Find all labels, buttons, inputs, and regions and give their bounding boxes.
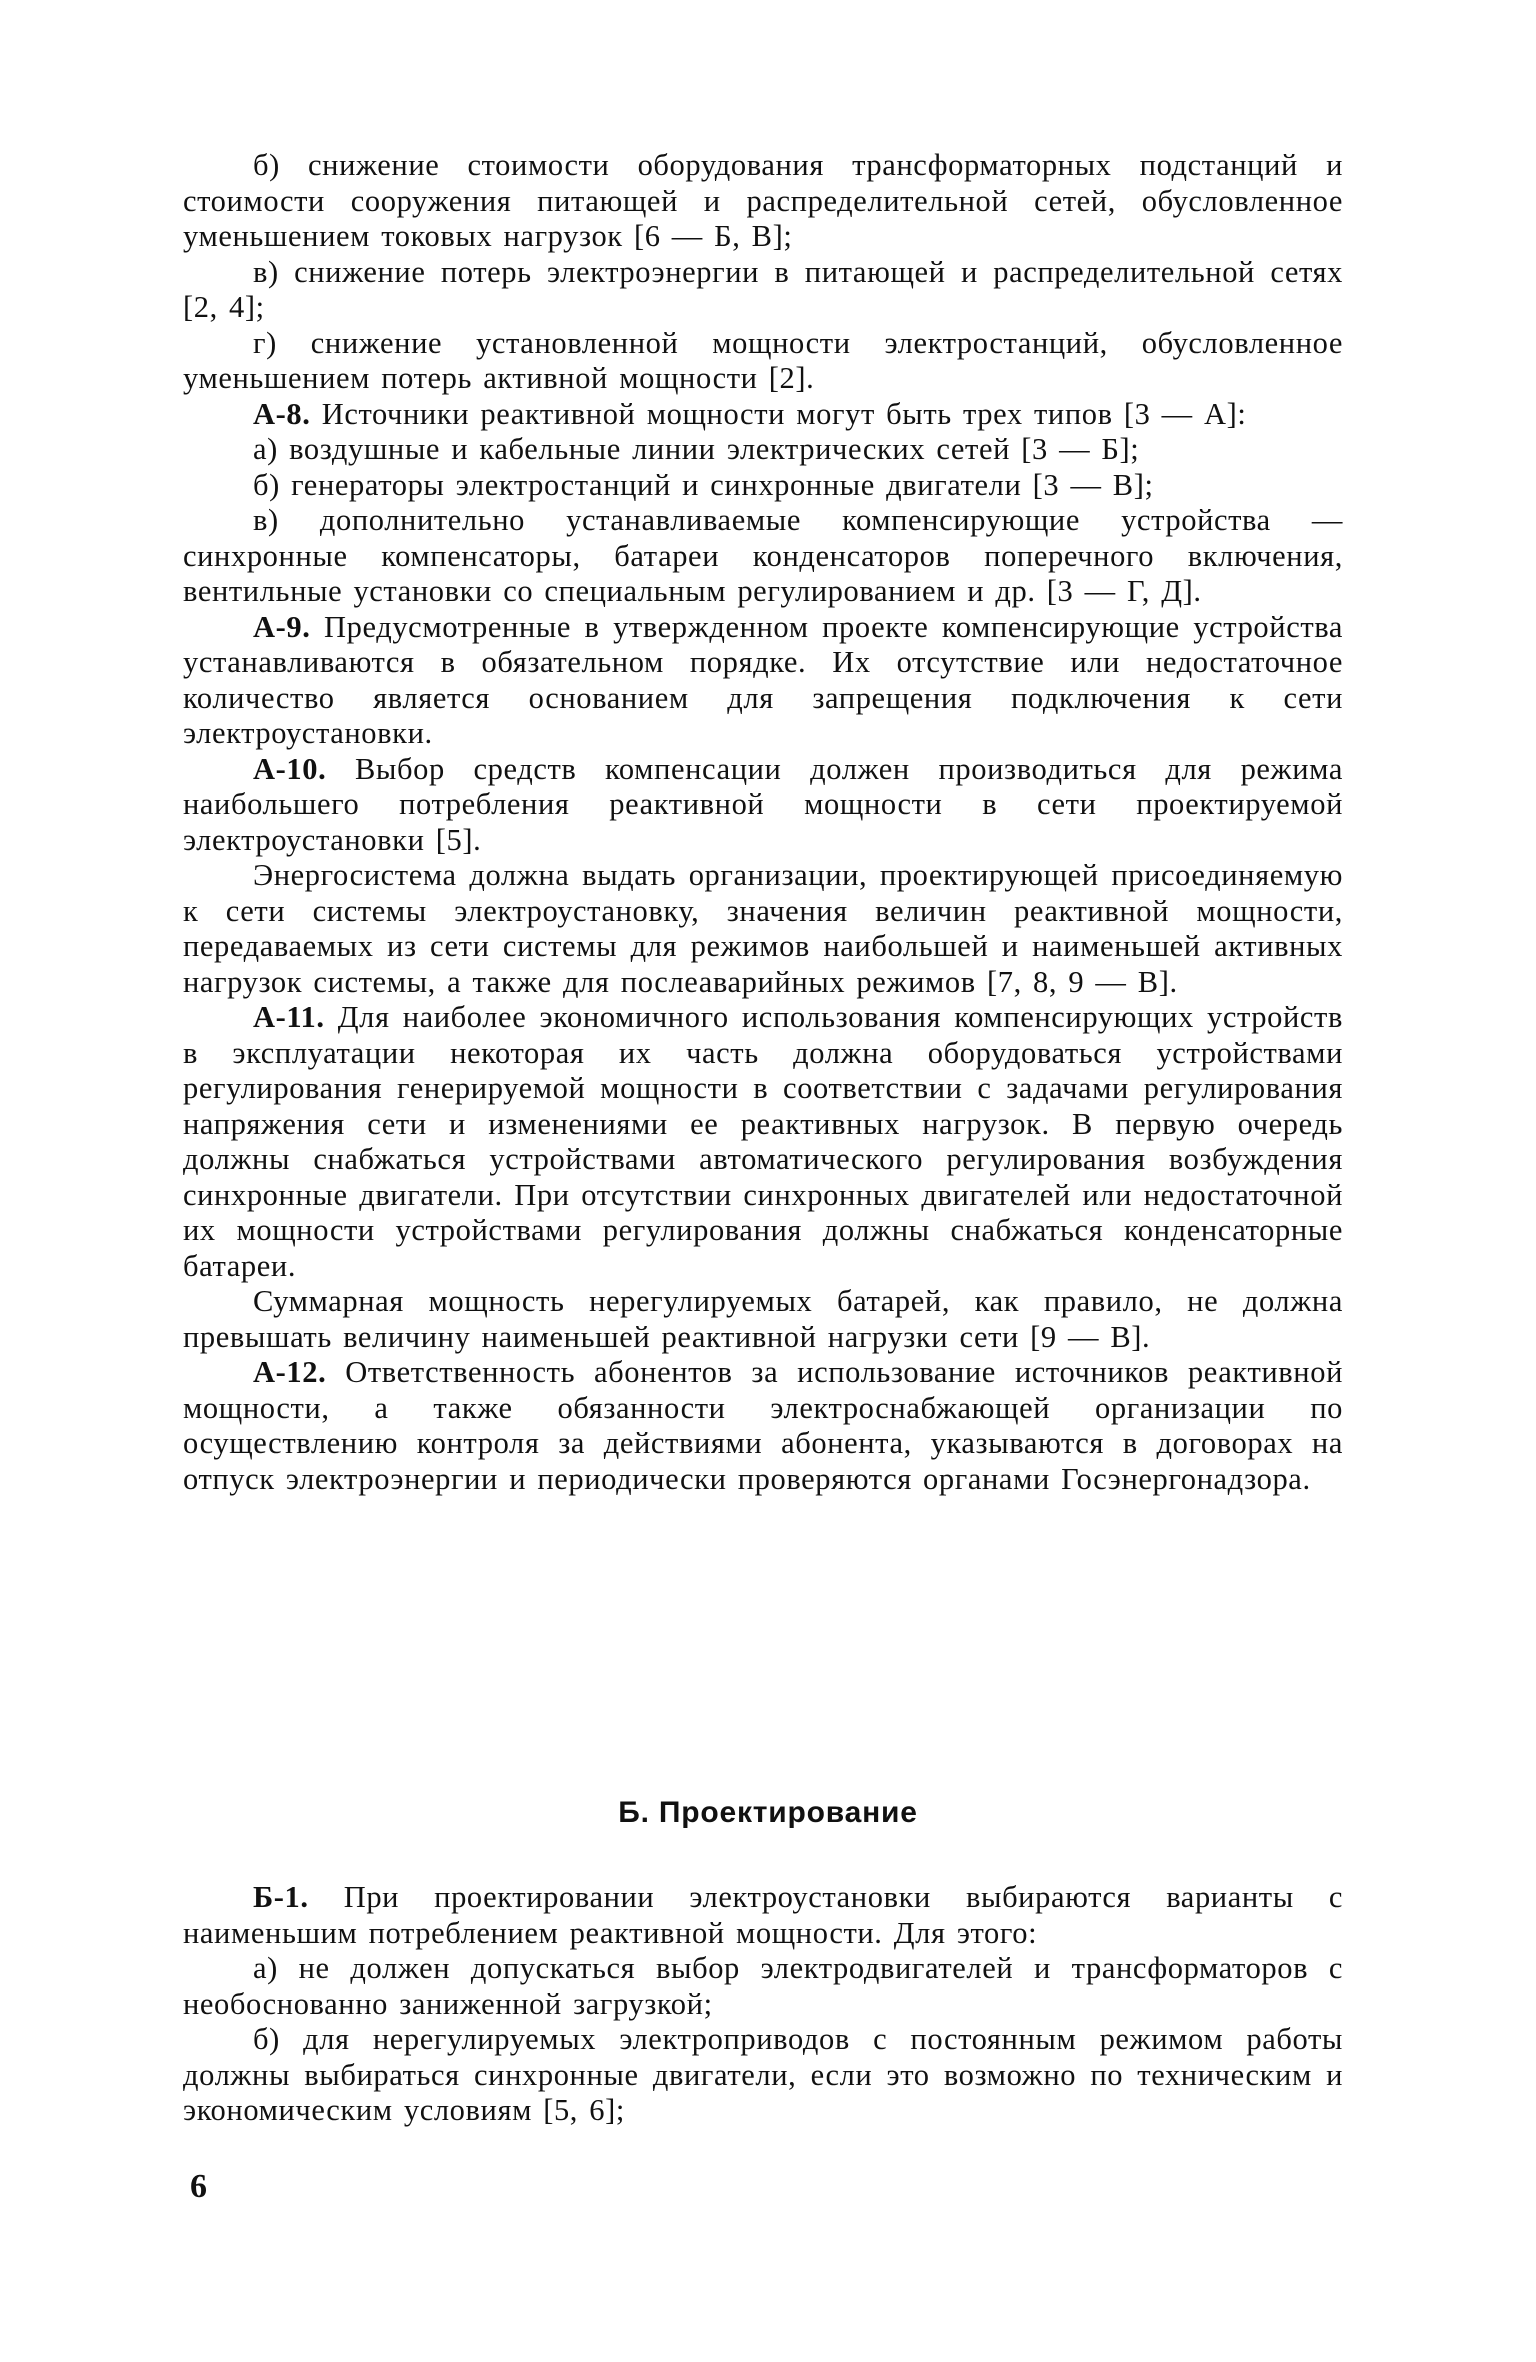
clause-a12 (183, 1355, 1343, 1497)
section-text (183, 1880, 1343, 2129)
paragraph-b (183, 148, 1343, 255)
paragraph-text: а) воздушные и кабельные линии электрических сетей [3 — Б]; (253, 432, 1140, 466)
paragraph-text: г) снижение установленной мощности электростанций, обусловленное уменьшением потерь активной мощности [2]. (183, 325, 1343, 395)
paragraph-summary-power (183, 1284, 1343, 1355)
paragraph-text: Энергосистема должна выдать организации, проектирующей присоединяемую к сети системы электроустановку, значения величин реактивной мощности, передаваемых из сети системы для режимов наибольшей и наименьшей активных нагрузок системы, а также для послеаварийных режимов [7, 8, 9 — В]. (183, 858, 1343, 999)
paragraph-energosystem (183, 858, 1343, 1000)
paragraph-text: При проектировании электроустановки выбираются варианты с наименьшим потреблением реактивной мощности. Для этого: (183, 1880, 1343, 1950)
clause-number: А-12. (253, 1355, 327, 1389)
list-item-a (183, 1951, 1343, 2022)
paragraph-text: Суммарная мощность нерегулируемых батарей, как правило, не должна превышать величину наименьшей реактивной нагрузки сети [9 — В]. (183, 1284, 1343, 1354)
paragraph-v (183, 255, 1343, 326)
paragraph-text: Предусмотренные в утвержденном проекте компенсирующие устройства устанавливаются в обязательном порядке. Их отсутствие или недостаточное количество является основанием для запрещения подключения к сети электроустановки. (183, 609, 1343, 750)
clause-a9 (183, 610, 1343, 752)
list-item-b (183, 468, 1343, 504)
list-item-a (183, 432, 1343, 468)
clause-b1 (183, 1880, 1343, 1951)
clause-number: А-8. (253, 396, 311, 431)
paragraph-text: в) дополнительно устанавливаемые компенсирующие устройства — синхронные компенсаторы, батареи конденсаторов поперечного включения, вентильные установки со специальным регулированием и др. [3 — Г, Д]. (183, 503, 1343, 608)
clause-number: Б-1. (253, 1880, 309, 1914)
clause-number: А-9. (253, 609, 311, 644)
clause-a11 (183, 1000, 1343, 1284)
section-heading: Б. Проектирование (618, 1796, 918, 1829)
paragraph-text: б) снижение стоимости оборудования трансформаторных подстанций и стоимости сооружения питающей и распределительной сетей, обусловленное уменьшением токовых нагрузок [6 — Б, В]; (183, 148, 1343, 253)
main-text (183, 148, 1343, 1497)
paragraph-text: Для наиболее экономичного использования компенсирующих устройств в эксплуатации некоторая их часть должна оборудоваться устройствами регулирования генерируемой мощности в соответствии с задачами регулирования напряжения сети и изменениями ее реактивных нагрузок. В первую очередь должны снабжаться устройствами автоматического регулирования возбуждения синхронные двигатели. При отсутствии синхронных двигателей или недостаточной их мощности устройствами регулирования должны снабжаться конденсаторные батареи. (183, 1000, 1343, 1283)
paragraph-text: б) для нерегулируемых электроприводов с постоянным режимом работы должны выбираться синхронные двигатели, если это возможно по техническим и экономическим условиям [5, 6]; (183, 2022, 1343, 2127)
list-item-b (183, 2022, 1343, 2129)
clause-a8 (183, 397, 1343, 433)
list-item-v (183, 503, 1343, 610)
paragraph-text: Источники реактивной мощности могут быть трех типов [3 — А]: (321, 396, 1247, 431)
clause-a10 (183, 752, 1343, 859)
paragraph-text: а) не должен допускаться выбор электродвигателей и трансформаторов с необоснованно заниженной загрузкой; (183, 1951, 1343, 2021)
clause-number: А-10. (253, 751, 327, 786)
paragraph-g (183, 326, 1343, 397)
page-number: 6 (190, 2168, 207, 2205)
paragraph-text: б) генераторы электростанций и синхронные двигатели [3 — В]; (253, 467, 1154, 502)
clause-number: А-11. (253, 1000, 325, 1034)
paragraph-text: Выбор средств компенсации должен производиться для режима наибольшего потребления реактивной мощности в сети проектируемой электроустановки [5]. (183, 751, 1343, 857)
paragraph-text: в) снижение потерь электроэнергии в питающей и распределительной сетях [2, 4]; (183, 254, 1343, 324)
paragraph-text: Ответственность абонентов за использование источников реактивной мощности, а также обязанности электроснабжающей организации по осуществлению контроля за действиями абонента, указываются в договорах на отпуск электроэнергии и периодически проверяются органами Госэнергонадзора. (183, 1355, 1343, 1496)
